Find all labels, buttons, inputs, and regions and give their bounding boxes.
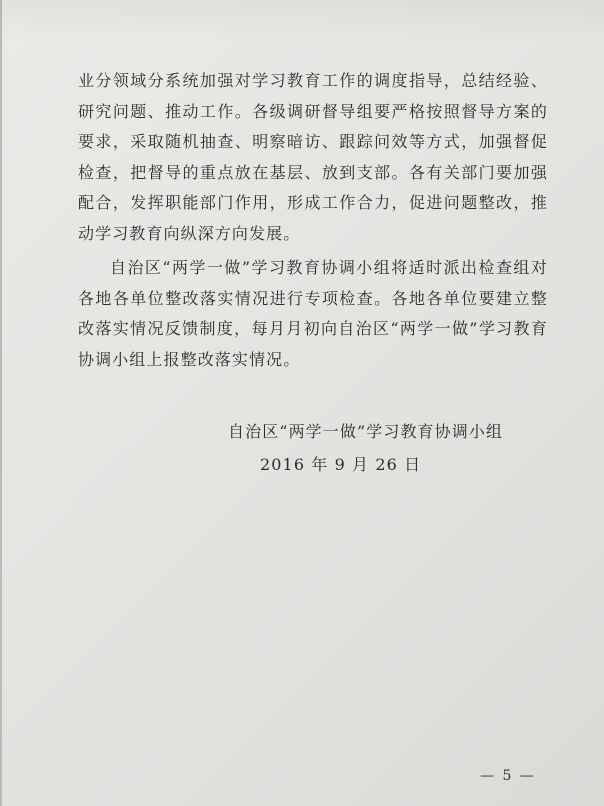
page-shadow [0,0,604,40]
body-paragraph-2 [78,253,548,375]
signature-organization: 自治区“两学一做”学习教育协调小组 [228,422,504,441]
page-number: — 5 — [480,768,536,784]
signature-date: 2016 年 9 月 26 日 [260,455,422,474]
paragraph-text: 自治区“两学一做”学习教育协调小组将适时派出检查组对各地各单位整改落实情况进行专项检查。各地各单位要建立整改落实情况反馈制度，每月月初向自治区“两学一做”学习教育协调小组上报整改落实情况。 [78,258,548,369]
page-edge [0,0,2,806]
body-paragraph-1 [78,66,548,250]
paragraph-text: 业分领域分系统加强对学习教育工作的调度指导，总结经验、研究问题、推动工作。各级调研督导组要严格按照督导方案的要求，采取随机抽查、明察暗访、跟踪问效等方式，加强督促检查，把督导的重点放在基层、放到支部。各有关部门要加强配合，发挥职能部门作用，形成工作合力，促进问题整改，推动学习教育向纵深方向发展。 [78,71,548,243]
